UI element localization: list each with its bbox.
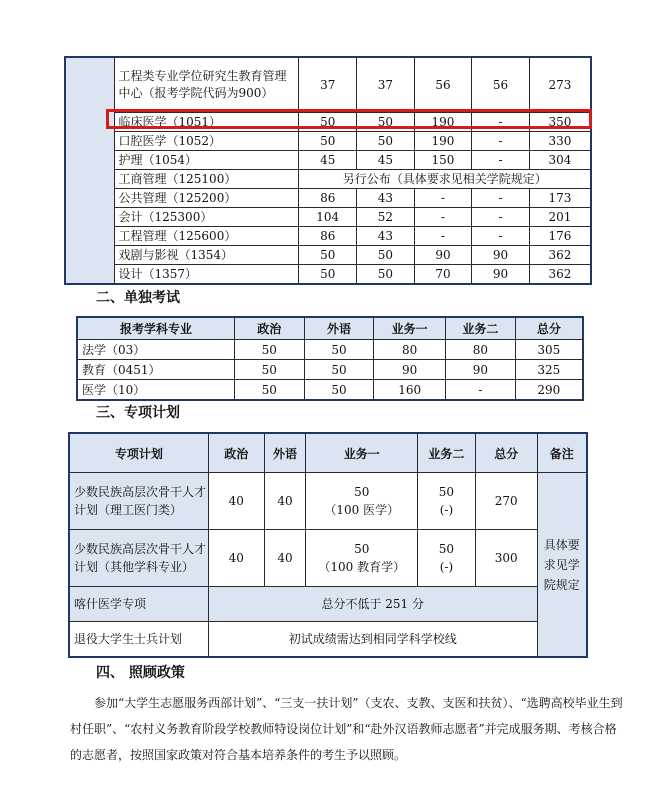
subject2-score: 56 — [472, 57, 530, 113]
subject2-score: - — [472, 132, 530, 151]
politics-score: 45 — [299, 151, 357, 170]
table-row — [65, 57, 591, 113]
major-name: 教育（0451） — [77, 360, 234, 380]
subject2-score: 50 — [438, 485, 455, 499]
language-score: 50 — [304, 340, 374, 360]
subject2-detail: (-) — [439, 503, 454, 517]
table-row — [69, 622, 587, 658]
column-header: 政治 — [234, 317, 304, 340]
politics-score: 86 — [299, 189, 357, 208]
subject1-score: 160 — [374, 380, 446, 401]
major-name: 工商管理（125100） — [114, 170, 299, 189]
table-row — [65, 208, 591, 227]
column-header: 业务二 — [446, 317, 516, 340]
column-header: 备注 — [537, 433, 587, 473]
subject2-score: 90 — [472, 246, 530, 265]
politics-score: 50 — [299, 265, 357, 285]
total-score: 201 — [529, 208, 591, 227]
total-score: 176 — [529, 227, 591, 246]
subject2-score: 90 — [472, 265, 530, 285]
subject2-score: 90 — [446, 360, 516, 380]
table-header-row — [69, 433, 587, 473]
major-name: 设计（1357） — [114, 265, 299, 285]
subject1-score: 190 — [414, 132, 472, 151]
care-policy-paragraph: 参加“大学生志愿服务西部计划”、“三支一扶计划”（支农、支教、支医和扶贫）、“选聘高校毕业生到村任职”、“农村义务教育阶段学校教师特设岗位计划”和“赴外汉语教师志愿者”并完成服务期、考核合格的志愿者，按照国家政策对符合基本培养条件的考生予以照顾。 — [70, 696, 623, 762]
language-score: 40 — [264, 530, 306, 587]
table-row — [69, 530, 587, 587]
politics-score: 50 — [299, 132, 357, 151]
major-name: 工程管理（125600） — [114, 227, 299, 246]
table-header-row — [77, 317, 583, 340]
plan-name: 退役大学生士兵计划 — [69, 622, 208, 658]
subject2-detail: (-) — [439, 560, 454, 574]
column-header: 外语 — [264, 433, 306, 473]
subject2-score: - — [472, 113, 530, 132]
subject2-cell — [418, 530, 476, 587]
subject2-cell — [418, 473, 476, 530]
total-score: 304 — [529, 151, 591, 170]
column-header: 外语 — [304, 317, 374, 340]
subject1-score: 150 — [414, 151, 472, 170]
major-name: 会计（125300） — [114, 208, 299, 227]
subject2-score: - — [472, 208, 530, 227]
language-score: 45 — [357, 151, 415, 170]
subject2-score: 50 — [438, 542, 455, 556]
politics-score: 40 — [208, 530, 264, 587]
plan-name: 少数民族高层次骨干人才计划（其他学科专业） — [69, 530, 208, 587]
politics-score: 50 — [234, 380, 304, 401]
politics-score: 86 — [299, 227, 357, 246]
language-score: 43 — [357, 227, 415, 246]
subject1-score: - — [414, 208, 472, 227]
column-header: 业务二 — [418, 433, 476, 473]
column-header: 总分 — [475, 433, 537, 473]
total-score: 350 — [529, 113, 591, 132]
subject2-score: 80 — [446, 340, 516, 360]
politics-score: 104 — [299, 208, 357, 227]
subject1-detail: （100 医学） — [324, 503, 400, 517]
total-score: 325 — [515, 360, 583, 380]
politics-score: 40 — [208, 473, 264, 530]
table-row — [77, 360, 583, 380]
table-row — [65, 132, 591, 151]
subject1-score: 80 — [374, 340, 446, 360]
section-title-separate-exam: 二、单独考试 — [96, 290, 180, 306]
column-header: 报考学科专业 — [77, 317, 234, 340]
plan-name: 喀什医学专项 — [69, 587, 208, 622]
major-name: 临床医学（1051） — [114, 113, 299, 132]
language-score: 50 — [357, 132, 415, 151]
subject1-cell — [306, 473, 418, 530]
language-score: 43 — [357, 189, 415, 208]
table-row — [65, 189, 591, 208]
politics-score: 50 — [299, 113, 357, 132]
language-score: 50 — [357, 113, 415, 132]
total-score: 273 — [529, 57, 591, 113]
column-header: 专项计划 — [69, 433, 208, 473]
total-score: 300 — [475, 530, 537, 587]
total-score: 270 — [475, 473, 537, 530]
column-header: 业务一 — [306, 433, 418, 473]
table-row — [65, 246, 591, 265]
language-score: 50 — [357, 246, 415, 265]
major-name: 工程类专业学位研究生教育管理中心（报考学院代码为900） — [114, 57, 299, 113]
major-name: 戏剧与影视（1354） — [114, 246, 299, 265]
total-score: 305 — [515, 340, 583, 360]
total-score: 330 — [529, 132, 591, 151]
politics-score: 50 — [234, 360, 304, 380]
merged-note: 另行公布（具体要求见相关学院规定） — [299, 170, 591, 189]
table-row — [69, 473, 587, 530]
subject1-cell — [306, 530, 418, 587]
highlight-box — [106, 109, 592, 129]
language-score: 50 — [357, 265, 415, 285]
score-table-separate-exam — [76, 316, 584, 401]
major-name: 护理（1054） — [114, 151, 299, 170]
total-score: 173 — [529, 189, 591, 208]
section-title-care-policy: 四、 照顾政策 — [96, 665, 185, 681]
section-title-special-plan: 三、专项计划 — [96, 405, 180, 421]
column-header: 业务一 — [374, 317, 446, 340]
score-table-special-plan — [68, 432, 588, 658]
total-score: 362 — [529, 265, 591, 285]
language-score: 50 — [304, 380, 374, 401]
table-row — [69, 587, 587, 622]
subject1-score: - — [414, 227, 472, 246]
subject1-score: 50 — [354, 542, 370, 556]
language-score: 52 — [357, 208, 415, 227]
subject1-score: 190 — [414, 113, 472, 132]
subject1-score: - — [414, 189, 472, 208]
politics-score: 37 — [299, 57, 357, 113]
major-name: 公共管理（125200） — [114, 189, 299, 208]
column-header: 政治 — [208, 433, 264, 473]
table-row — [65, 170, 591, 189]
subject1-score: 90 — [374, 360, 446, 380]
remark-cell: 具体要求见学院规定 — [537, 473, 587, 658]
table-row — [77, 380, 583, 401]
plan-name: 少数民族高层次骨干人才计划（理工医门类） — [69, 473, 208, 530]
politics-score: 50 — [234, 340, 304, 360]
table-row — [65, 151, 591, 170]
merged-requirement: 总分不低于 251 分 — [208, 587, 537, 622]
continued-category-cell — [65, 57, 114, 284]
subject1-score: 50 — [354, 485, 370, 499]
major-name: 法学（03） — [77, 340, 234, 360]
column-header: 总分 — [515, 317, 583, 340]
table-row — [77, 340, 583, 360]
table-row — [65, 227, 591, 246]
score-table-professional — [64, 56, 592, 285]
subject2-score: - — [472, 227, 530, 246]
politics-score: 50 — [299, 246, 357, 265]
total-score: 290 — [515, 380, 583, 401]
subject1-score: 56 — [414, 57, 472, 113]
total-score: 362 — [529, 246, 591, 265]
language-score: 40 — [264, 473, 306, 530]
subject2-score: - — [446, 380, 516, 401]
major-name: 医学（10） — [77, 380, 234, 401]
subject1-score: 70 — [414, 265, 472, 285]
subject2-score: - — [472, 189, 530, 208]
subject2-score: - — [472, 151, 530, 170]
language-score: 50 — [304, 360, 374, 380]
major-name: 口腔医学（1052） — [114, 132, 299, 151]
merged-requirement: 初试成绩需达到相同学科学校线 — [208, 622, 537, 658]
subject1-score: 90 — [414, 246, 472, 265]
table-row — [65, 265, 591, 285]
language-score: 37 — [357, 57, 415, 113]
subject1-detail: （100 教育学） — [318, 560, 406, 574]
